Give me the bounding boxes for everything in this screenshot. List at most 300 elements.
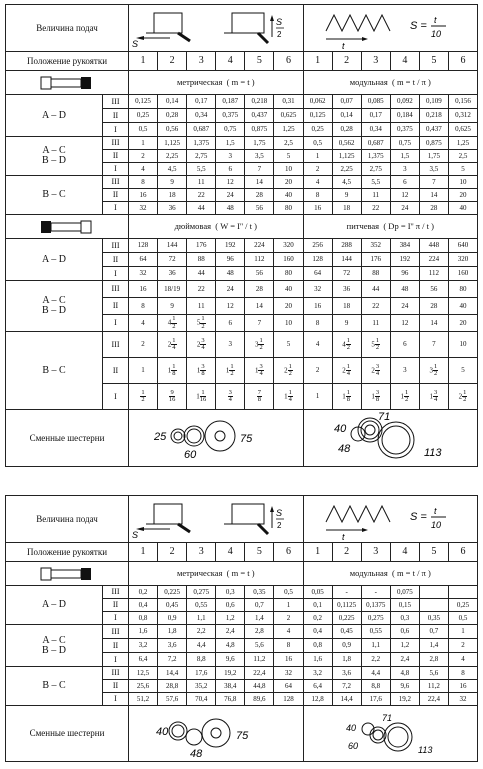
feed-value: 0,56 (158, 123, 187, 137)
roman-label: I (103, 612, 129, 625)
feed-value: 0,28 (332, 123, 361, 137)
feed-value: 640 (448, 239, 477, 253)
feed-value: 0,45 (332, 625, 361, 639)
feed-value: 0,55 (361, 625, 390, 639)
feed-value: 6,4 (129, 653, 158, 667)
metric-heading: метрическая ( m = t ) (129, 562, 304, 586)
position-cell: 2 (332, 52, 361, 71)
feed-value: 2,2 (187, 625, 216, 639)
feed-value: 51,2 (129, 693, 158, 706)
feed-value: 0,07 (332, 95, 361, 109)
feed-value: 36 (158, 202, 187, 215)
feed-value: 18 (332, 298, 361, 315)
feed-value: 2,4 (216, 625, 245, 639)
feed-value: 3,5 (245, 150, 274, 163)
feed-value: 320 (448, 253, 477, 267)
feed-value: 56 (245, 267, 274, 281)
feed-value: 2,5 (448, 150, 477, 163)
gear-label: 75 (239, 433, 253, 445)
feed-value: 192 (390, 253, 419, 267)
feed-value: 32 (129, 202, 158, 215)
roman-label: II (103, 189, 129, 202)
feed-value: 3,6 (158, 639, 187, 653)
feed-value: 9,6 (216, 653, 245, 667)
feed-value: 0,1375 (361, 599, 390, 612)
position-cell: 5 (419, 543, 448, 562)
feed-value: 2 (274, 612, 303, 625)
feed-value: 176 (361, 253, 390, 267)
position-cell: 2 (158, 543, 187, 562)
position-label: Положение рукоятки (6, 543, 129, 562)
feed-value: 8 (448, 667, 477, 680)
feed-value: 0,14 (332, 109, 361, 123)
position-cell: 3 (361, 52, 390, 71)
feed-value: 0,184 (390, 109, 419, 123)
feed-value: 3 $\frac{1}{2}$ (419, 358, 448, 384)
feed-value: 64 (303, 267, 332, 281)
feed-value: 176 (187, 239, 216, 253)
feed-value: 19,2 (390, 693, 419, 706)
roman-label: II (103, 109, 129, 123)
feed-value: 1 $\frac{3}{8}$ (361, 384, 390, 410)
position-cell: 5 (419, 52, 448, 71)
feed-value: 2 (129, 150, 158, 163)
feed-value: 9 (332, 315, 361, 332)
roman-label: II (103, 358, 129, 384)
feed-value: 0,45 (158, 599, 187, 612)
feed-value: 1,125 (332, 150, 361, 163)
feed-value: 5,6 (419, 667, 448, 680)
feed-value: 28,8 (158, 680, 187, 693)
gear-label: 48 (189, 747, 203, 759)
feed-value: 1 (448, 625, 477, 639)
roman-label: II (103, 639, 129, 653)
modular-heading: модульная ( m = t / π ) (303, 562, 478, 586)
feed-label: Величина подач (6, 5, 129, 52)
feed-value: 17,6 (187, 667, 216, 680)
roman-label: II (103, 680, 129, 693)
feed-value: 0,562 (332, 137, 361, 150)
feed-value: 22 (187, 281, 216, 298)
group-label-bc: B – C (6, 176, 103, 215)
svg-text:t: t (342, 41, 345, 49)
pitch-heading: питчевая ( Dp = I'' π / t ) (303, 215, 478, 239)
group-label-ac-bd: A – C B – D (6, 137, 103, 176)
svg-text:t: t (342, 532, 345, 540)
feed-value: 28 (419, 298, 448, 315)
feed-value: 1,8 (332, 653, 361, 667)
feed-table-top (5, 4, 478, 467)
feed-value: 1 (303, 384, 332, 410)
change-gears-icon (132, 709, 300, 759)
feed-value: 2,75 (187, 150, 216, 163)
feed-value: 35,2 (187, 680, 216, 693)
roman-label: III (103, 332, 129, 358)
feed-value: 2 (448, 639, 477, 653)
feed-value: 20 (274, 298, 303, 315)
feed-value: 1,6 (303, 653, 332, 667)
svg-text:t: t (434, 506, 437, 516)
svg-text:10: 10 (431, 520, 442, 530)
thread-profile-icon (306, 7, 474, 49)
gear-label: 40 (155, 725, 169, 738)
gears-right (303, 410, 478, 467)
feed-value: 10 (274, 163, 303, 176)
feed-value: 16 (303, 202, 332, 215)
feed-value: 40 (448, 298, 477, 315)
feed-value: $\frac{3}{4}$ (216, 384, 245, 410)
feed-value: 7,2 (332, 680, 361, 693)
feed-value: 0,35 (245, 586, 274, 599)
feed-value: $\frac{9}{16}$ (158, 384, 187, 410)
feed-value: 44 (187, 267, 216, 281)
feed-value: 10 (448, 332, 477, 358)
roman-label: I (103, 693, 129, 706)
svg-text:S =: S = (410, 20, 428, 32)
feed-value: 144 (332, 253, 361, 267)
feed-value: 0,34 (187, 109, 216, 123)
feed-value: 4,4 (361, 667, 390, 680)
feed-value: 128 (303, 253, 332, 267)
feed-value: 38,4 (216, 680, 245, 693)
feed-value: 1 (129, 358, 158, 384)
feed-value: 1,4 (245, 612, 274, 625)
feed-value: 64 (129, 253, 158, 267)
feed-value: 112 (245, 253, 274, 267)
feed-value: 0,085 (361, 95, 390, 109)
feed-value: 4 (448, 653, 477, 667)
roman-label: I (103, 123, 129, 137)
roman-label: III (103, 625, 129, 639)
feed-value: 0,28 (158, 109, 187, 123)
feed-value: 1 $\frac{3}{8}$ (187, 358, 216, 384)
position-cell: 2 (332, 543, 361, 562)
feed-value: 0,7 (245, 599, 274, 612)
gearbox-icon (37, 74, 97, 92)
feed-value: 24 (390, 202, 419, 215)
gear-label: 48 (338, 443, 351, 455)
feed-value: 1 $\frac{1}{8}$ (158, 358, 187, 384)
metric-heading: метрическая ( m = t ) (129, 71, 304, 95)
feed-value: 0,625 (274, 109, 303, 123)
gear-label: 113 (418, 744, 433, 755)
feed-value: 0,1 (303, 599, 332, 612)
feed-value: 44 (187, 202, 216, 215)
feed-value: 1 $\frac{1}{16}$ (187, 384, 216, 410)
position-cell: 1 (303, 52, 332, 71)
feed-value: 0,2 (129, 586, 158, 599)
feed-value: $\frac{7}{8}$ (245, 384, 274, 410)
feed-value: 2,2 (361, 653, 390, 667)
feed-value: 28 (245, 189, 274, 202)
position-cell: 3 (361, 543, 390, 562)
feed-value: 0,8 (303, 639, 332, 653)
feed-value: 2,8 (245, 625, 274, 639)
feed-value: 5 (448, 358, 477, 384)
feed-value: 4 (274, 625, 303, 639)
feed-value: 14 (419, 315, 448, 332)
group-label-ad: A – D (6, 239, 103, 281)
gearbox-icon-cell (6, 562, 129, 586)
gearbox-icon (37, 565, 97, 583)
gear-label: 71 (378, 412, 391, 423)
feed-value: 14,4 (332, 693, 361, 706)
feed-value: 40 (274, 189, 303, 202)
feed-value: 0,2 (303, 612, 332, 625)
feed-value: 2 $\frac{1}{2}$ (448, 384, 477, 410)
group-label-bc: B – C (6, 332, 103, 410)
roman-label: I (103, 202, 129, 215)
roman-label: II (103, 599, 129, 612)
group-label-ad: A – D (6, 586, 103, 625)
feed-value: 14 (245, 298, 274, 315)
svg-text:S: S (131, 39, 138, 49)
feed-value: 0,34 (361, 123, 390, 137)
feed-value: 0,375 (390, 123, 419, 137)
feed-value: 14 (245, 176, 274, 189)
position-cell: 3 (187, 543, 216, 562)
feed-value: 4,5 (158, 163, 187, 176)
inch-heading: дюймовая ( W = I'' / t ) (129, 215, 304, 239)
feed-value: 2 $\frac{1}{4}$ (158, 332, 187, 358)
svg-text:2: 2 (276, 521, 282, 530)
thread-diagram-right (303, 5, 478, 52)
feed-value: 1,6 (129, 625, 158, 639)
feed-value: 8,8 (187, 653, 216, 667)
position-cell: 4 (390, 543, 419, 562)
feed-value: 1 $\frac{3}{4}$ (245, 358, 274, 384)
feed-value: 22 (361, 202, 390, 215)
feed-value: 36 (158, 267, 187, 281)
feed-value: 9,6 (390, 680, 419, 693)
feed-value: 3 (216, 150, 245, 163)
roman-label: III (103, 137, 129, 150)
feed-value: 10 (274, 315, 303, 332)
feed-value: 0,25 (448, 599, 477, 612)
feed-value: 14,4 (158, 667, 187, 680)
feed-value: 76,8 (216, 693, 245, 706)
roman-label: II (103, 253, 129, 267)
gear-label: 60 (348, 740, 359, 751)
gearbox-icon (37, 218, 97, 236)
feed-value: 3,2 (303, 667, 332, 680)
feed-value: 2 $\frac{1}{4}$ (332, 358, 361, 384)
feed-label: Величина подач (6, 496, 129, 543)
gears-label: Сменные шестерни (6, 410, 129, 467)
feed-value: 3,2 (129, 639, 158, 653)
feed-value: 0,125 (303, 109, 332, 123)
feed-value: 0,05 (303, 586, 332, 599)
change-gears-icon (306, 709, 474, 759)
feed-value: 12,5 (129, 667, 158, 680)
feed-value: 0,218 (419, 109, 448, 123)
feed-value: 8 (129, 298, 158, 315)
feed-value: 28 (245, 281, 274, 298)
feed-value: 11 (361, 189, 390, 202)
roman-label: III (103, 95, 129, 109)
group-label-ac-bd: A – C B – D (6, 281, 103, 332)
feed-value: 2 (129, 332, 158, 358)
feed-value: 384 (390, 239, 419, 253)
feed-value: 10 (448, 176, 477, 189)
feed-value: 96 (390, 267, 419, 281)
gear-label: 25 (153, 431, 167, 443)
feed-value: 224 (419, 253, 448, 267)
gear-label: 40 (346, 722, 357, 733)
feed-value: 1,375 (187, 137, 216, 150)
svg-text:S =: S = (410, 511, 428, 523)
feed-value: 18 (158, 189, 187, 202)
feed-value: 320 (274, 239, 303, 253)
feed-value: 57,6 (158, 693, 187, 706)
roman-label: I (103, 384, 129, 410)
feed-value: 22,4 (245, 667, 274, 680)
feed-value: 0,8 (129, 612, 158, 625)
feed-value: 2,8 (419, 653, 448, 667)
feed-value (419, 599, 448, 612)
feed-value: 88 (361, 267, 390, 281)
feed-value: 24 (390, 298, 419, 315)
feed-value: 1,25 (274, 123, 303, 137)
gears-right (303, 706, 478, 762)
feed-value: 6,4 (303, 680, 332, 693)
roman-label: I (103, 653, 129, 667)
feed-value: 5 (274, 150, 303, 163)
feed-value: 0,5 (129, 123, 158, 137)
feed-table-bottom (5, 495, 478, 762)
feed-value: 18 (332, 202, 361, 215)
feed-value: 3,6 (332, 667, 361, 680)
feed-value: 0,35 (419, 612, 448, 625)
feed-value: 8 (303, 189, 332, 202)
feed-value: 0,187 (216, 95, 245, 109)
feed-value: 12,8 (303, 693, 332, 706)
feed-value: 1 $\frac{3}{4}$ (419, 384, 448, 410)
position-cell: 6 (448, 543, 477, 562)
feed-value: 1,1 (361, 639, 390, 653)
feed-value: 8 (129, 176, 158, 189)
feed-value: 80 (274, 202, 303, 215)
feed-value: 6 (216, 163, 245, 176)
gear-label: 113 (424, 447, 442, 459)
feed-value: 0,75 (216, 123, 245, 137)
feed-value: 1 $\frac{1}{8}$ (332, 384, 361, 410)
position-cell: 6 (274, 52, 303, 71)
position-label: Положение рукоятки (6, 52, 129, 71)
feed-value: 2,4 (390, 653, 419, 667)
feed-value: 1,4 (419, 639, 448, 653)
feed-value: 20 (274, 176, 303, 189)
feed-value: 1,8 (158, 625, 187, 639)
feed-value: 0,225 (158, 586, 187, 599)
feed-value: 6 (390, 332, 419, 358)
feed-value: 352 (361, 239, 390, 253)
position-cell: 5 (245, 543, 274, 562)
feed-value: 0,17 (187, 95, 216, 109)
feed-value: 18/19 (158, 281, 187, 298)
feed-value: 5 $\frac{1}{2}$ (187, 315, 216, 332)
feed-value: 0,7 (419, 625, 448, 639)
feed-value: 5,6 (245, 639, 274, 653)
feed-value: 25,6 (129, 680, 158, 693)
feed-value: 2 $\frac{3}{4}$ (361, 358, 390, 384)
feed-value: 11 (187, 298, 216, 315)
feed-value: 44,8 (245, 680, 274, 693)
feed-value: 0,875 (245, 123, 274, 137)
thread-profile-icon (306, 498, 474, 540)
feed-value: 1 (303, 150, 332, 163)
feed-value: 0,4 (303, 625, 332, 639)
feed-value: - (361, 586, 390, 599)
feed-value: 4 (303, 332, 332, 358)
feed-value: 11 (361, 315, 390, 332)
feed-value: 0,156 (448, 95, 477, 109)
feed-value: 0,092 (390, 95, 419, 109)
gear-label: 40 (334, 423, 347, 435)
feed-value: 0,6 (216, 599, 245, 612)
feed-value: 0,625 (448, 123, 477, 137)
feed-value: 0,218 (245, 95, 274, 109)
svg-text:S: S (275, 508, 282, 518)
position-cell: 6 (448, 52, 477, 71)
feed-value: 11,2 (245, 653, 274, 667)
feed-value: 1,125 (158, 137, 187, 150)
roman-label: III (103, 281, 129, 298)
feed-value: 4 (129, 163, 158, 176)
feed-value: 16 (274, 653, 303, 667)
feed-value: 2 (303, 163, 332, 176)
svg-text:2: 2 (276, 30, 282, 39)
gears-label: Сменные шестерни (6, 706, 129, 762)
feed-value: 20 (448, 189, 477, 202)
feed-value: 22 (187, 189, 216, 202)
feed-value: 1,5 (390, 150, 419, 163)
feed-value: 224 (245, 239, 274, 253)
feed-value: 160 (448, 267, 477, 281)
feed-value: 288 (332, 239, 361, 253)
feed-value: 1,1 (187, 612, 216, 625)
roman-label: I (103, 315, 129, 332)
position-cell: 4 (390, 52, 419, 71)
feed-value: 0,75 (390, 137, 419, 150)
feed-diagram-left (129, 5, 304, 52)
feed-value: $\frac{1}{2}$ (129, 384, 158, 410)
feed-value: 11,2 (419, 680, 448, 693)
tool-feed-diagram-icon (132, 7, 300, 49)
feed-value: 4,8 (390, 667, 419, 680)
feed-value: 0,5 (448, 612, 477, 625)
feed-value: 1 $\frac{1}{2}$ (390, 384, 419, 410)
feed-value: 88 (187, 253, 216, 267)
feed-value: 2,25 (332, 163, 361, 176)
feed-value: 0,275 (361, 612, 390, 625)
feed-value: 0,9 (158, 612, 187, 625)
feed-value: 9 (332, 189, 361, 202)
feed-value: 32 (303, 281, 332, 298)
svg-text:S: S (131, 530, 138, 540)
feed-value: 17,6 (361, 693, 390, 706)
feed-value: 3 $\frac{1}{2}$ (245, 332, 274, 358)
group-label-bc: B – C (6, 667, 103, 706)
feed-value (448, 586, 477, 599)
roman-label: III (103, 239, 129, 253)
feed-value: 24 (216, 281, 245, 298)
feed-value: 0,14 (158, 95, 187, 109)
feed-value: 4 (303, 176, 332, 189)
feed-diagram-left (129, 496, 304, 543)
feed-value: 48 (216, 267, 245, 281)
change-gears-icon (306, 412, 474, 464)
